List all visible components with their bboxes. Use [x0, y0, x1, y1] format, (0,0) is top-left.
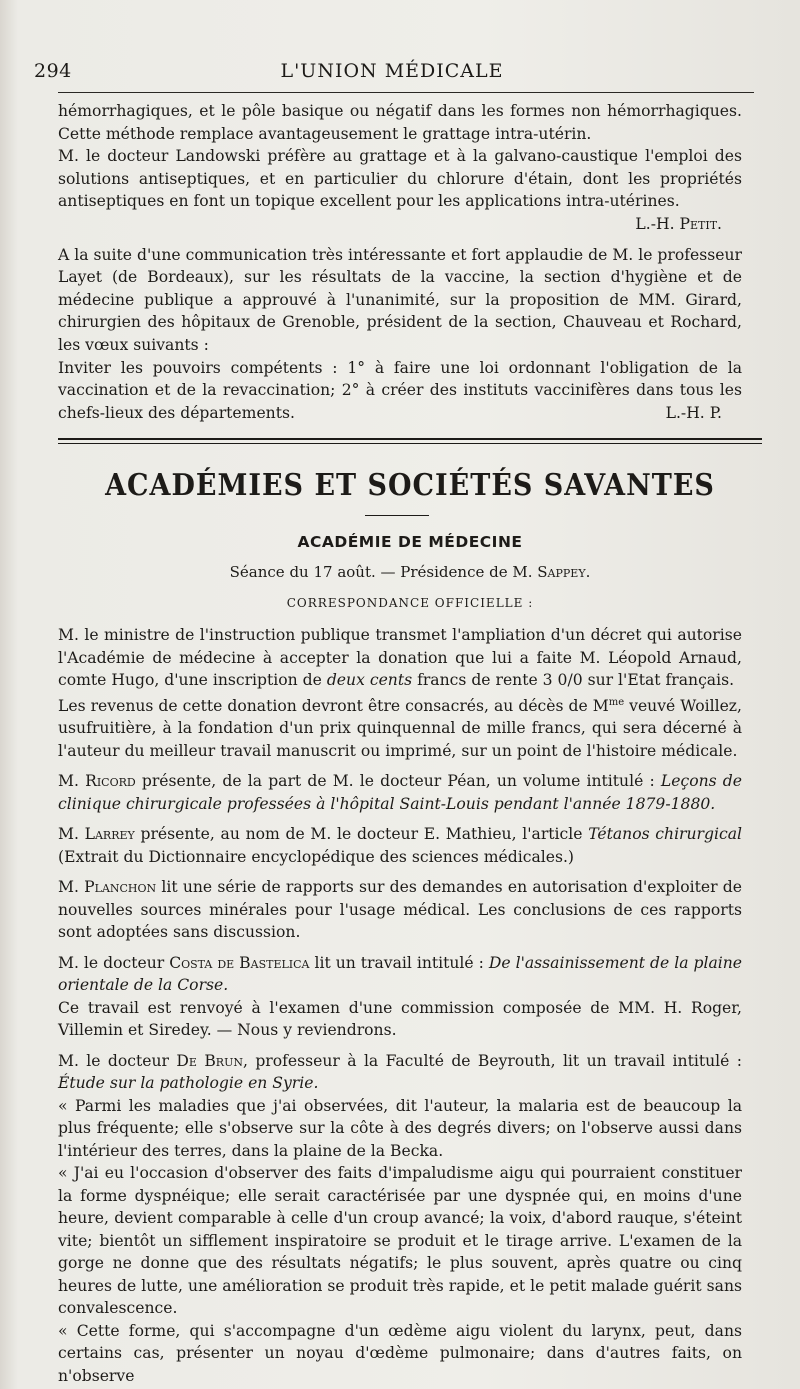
- journal-title: L'UNION MÉDICALE: [280, 60, 504, 82]
- paragraph: M. le docteur Costa de Bastelica lit un travail intitulé : De l'assainissement de la plaine orientale de la Corse.: [58, 953, 743, 995]
- paragraph: « Parmi les maladies que j'ai observées, dit l'auteur, la malaria est de beaucoup la plus fréquente; elle s'observe sur la côte à des degrés divers; on l'observe aussi dans l'intérieur des terres, dans la plaine de la Becka.: [58, 1096, 742, 1160]
- paragraph: « Cette forme, qui s'accompagne d'un œdème aigu violent du larynx, peut, dans certains cas, présenter un noyau d'œdème pulmonaire; dans d'autres faits, on n'observe: [58, 1321, 742, 1385]
- paragraph: Inviter les pouvoirs compétents : 1° à faire une loi ordonnant l'obligation de la vaccination et de la revaccination; 2° à créer des instituts vaccinifères dans tous les chefs-lieux des départements.: [58, 358, 742, 422]
- paragraph: A la suite d'une communication très intéressante et fort applaudie de M. le professeur Layet (de Bordeaux), sur les résultats de la vaccine, la section d'hygiène et de médecine publique a approuvé à l'unanimité, sur la proposition de MM. Girard, chirurgien des hôpitaux de Grenoble, président de la section, Chauveau et Rochard, les vœux suivants :: [58, 245, 742, 354]
- paragraph: M. Ricord présente, de la part de M. le docteur Péan, un volume intitulé : Leçons de clinique chirurgicale professées à l'hôpital Saint-Louis pendant l'année 1879-1880.: [58, 772, 742, 813]
- paragraph: hémorrhagiques, et le pôle basique ou négatif dans les formes non hémorrhagiques. Cette méthode remplace avantageusement le grattage intra-utérin.: [58, 102, 742, 143]
- paragraph: Les revenus de cette donation devront être consacrés, au décès de $M^{me}$ veuvé Woillez, usufruitière, à la fondation d'un prix quinquennal de mille francs, qui sera décerné à l'auteur du meilleur travail manuscrit ou imprimé, sur un point de l'histoire médicale.: [58, 696, 742, 760]
- paragraph: M. le ministre de l'instruction publique transmet l'ampliation d'un décret qui autorise l'Académie de médecine à accepter la donation que lui a faite M. Léopold Arnaud, comte Hugo, d'une inscription de deux cents francs de rente 3 0/0 sur l'Etat français.: [58, 626, 742, 689]
- seance-line: Séance du 17 août. — Présidence de M. Sappey.: [229, 563, 591, 581]
- signature: L.-H. P.: [665, 404, 722, 423]
- correspondance-heading: CORRESPONDANCE OFFICIELLE :: [286, 596, 534, 610]
- academy-title: ACADÉMIE DE MÉDECINE: [297, 533, 523, 551]
- intro-text: [58, 100, 742, 425]
- section-divider: [58, 438, 762, 444]
- paragraph: Ce travail est renvoyé à l'examen d'une commission composée de MM. H. Roger, Villemin et Siredey. — Nous y reviendrons.: [58, 998, 742, 1040]
- title-rule: [365, 515, 429, 516]
- body-text: [58, 624, 742, 1387]
- page-number: 294: [34, 60, 72, 82]
- signature: L.-H. Petit.: [635, 214, 722, 233]
- section-title: ACADÉMIES ET SOCIÉTÉS SAVANTES: [105, 468, 715, 503]
- paragraph: M. Planchon lit une série de rapports sur des demandes en autorisation d'exploiter de nouvelles sources minérales pour l'usage médical. Les conclusions de ces rapports sont adoptées sans discussion.: [58, 878, 742, 942]
- page-header: [34, 58, 750, 88]
- paragraph: M. Larrey présente, au nom de M. le docteur E. Mathieu, l'article Tétanos chirurgical (Extrait du Dictionnaire encyclopédique des sciences médicales.): [58, 825, 742, 866]
- paragraph: « J'ai eu l'occasion d'observer des faits d'impaludisme aigu qui pourraient constituer la forme dyspnéique; elle serait caractérisée par une dyspnée qui, en moins d'une heure, devient comparable à celle d'un croup avancé; la voix, d'abord rauque, s'éteint vite; bientôt un sifflement inspiratoire se produit et le tirage arrive. L'examen de la gorge ne donne que des résultats négatifs; le plus souvent, après quatre ou cinq heures de lutte, une amélioration se produit très rapide, et le petit malade guérit sans convalescence.: [58, 1164, 742, 1318]
- paragraph: M. le docteur De Brun, professeur à la Faculté de Beyrouth, lit un travail intitulé : Étude sur la pathologie en Syrie.: [58, 1051, 742, 1093]
- header-rule: [58, 92, 754, 93]
- paragraph: M. le docteur Landowski préfère au grattage et à la galvano-caustique l'emploi des solutions antiseptiques, et en particulier du chlorure d'étain, dont les propriétés antiseptiques en font un topique excellent pour les applications intra-utérines.: [58, 147, 742, 211]
